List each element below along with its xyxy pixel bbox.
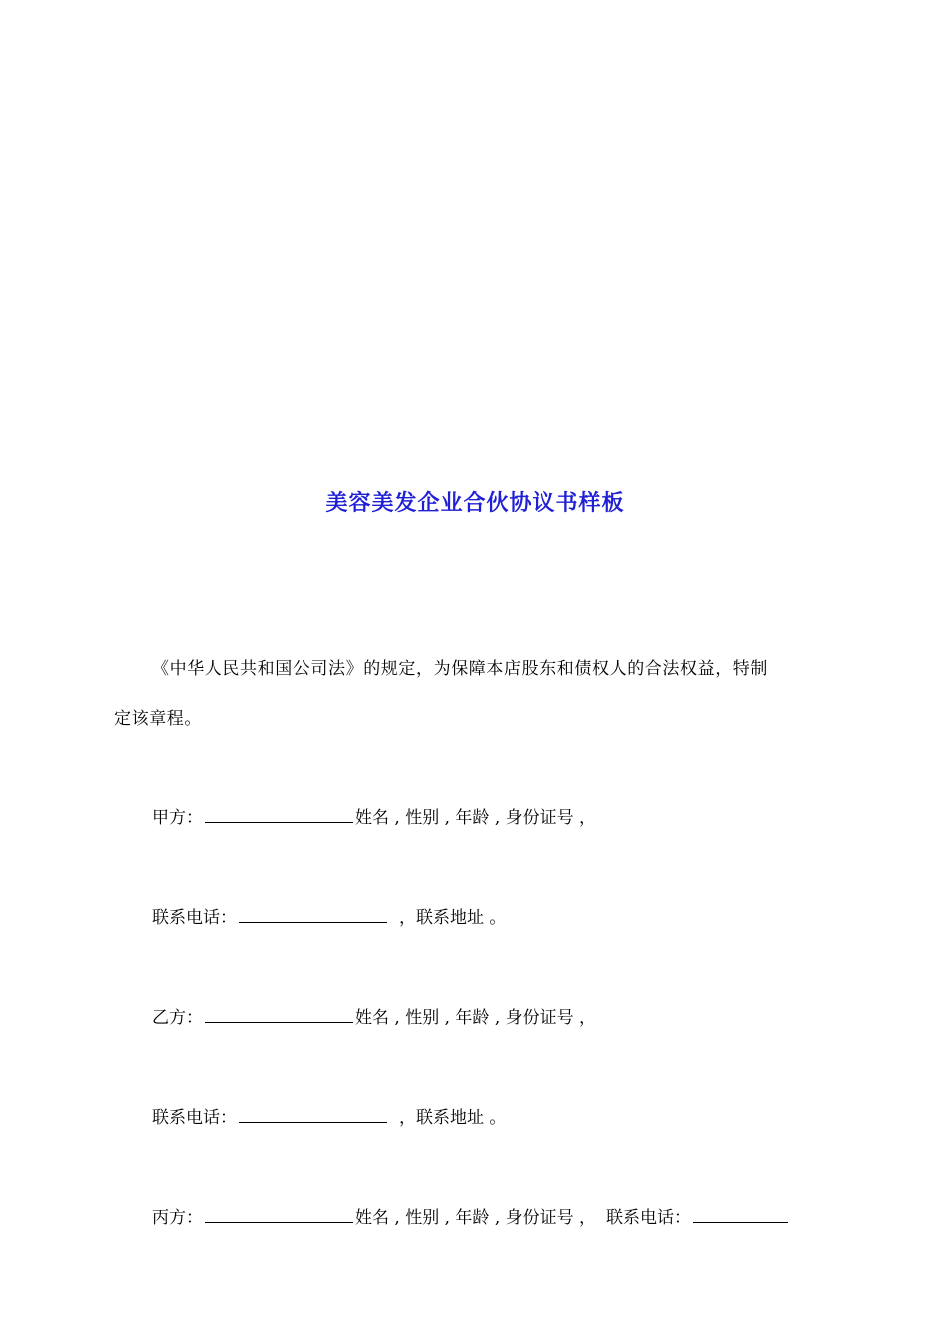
party-a-label: 甲方： [152, 808, 203, 828]
party-c-phone-label: 联系电话： [606, 1208, 692, 1228]
party-b-row [152, 1006, 596, 1030]
party-b-fields: 姓名 , 性别 , 年龄 , 身份证号 ， [355, 1008, 597, 1028]
party-c-row [152, 1206, 790, 1230]
party-b-address-text: ，联系地址 。 [399, 1108, 507, 1128]
intro-line-2: 定该章程。 [114, 709, 202, 729]
party-a-name-blank [205, 808, 353, 823]
party-a-row [152, 806, 596, 830]
party-a-fields: 姓名 , 性别 , 年龄 , 身份证号 ， [355, 808, 597, 828]
party-a-phone-label: 联系电话： [152, 908, 237, 928]
party-c-label: 丙方： [152, 1208, 203, 1228]
party-a-address-text: ，联系地址 。 [399, 908, 507, 928]
party-b-contact-row [152, 1106, 506, 1130]
party-a-phone-blank [239, 908, 387, 923]
party-b-label: 乙方： [152, 1008, 203, 1028]
document-title: 美容美发企业合伙协议书样板 [325, 491, 625, 516]
party-a-contact-row [152, 906, 506, 930]
party-b-phone-label: 联系电话： [152, 1108, 237, 1128]
party-c-phone-blank [693, 1208, 788, 1223]
party-c-name-blank [205, 1208, 353, 1223]
intro-line-1: 《中华人民共和国公司法》的规定，为保障本店股东和债权人的合法权益，特制 [152, 659, 768, 679]
party-b-name-blank [205, 1008, 353, 1023]
party-c-fields: 姓名 , 性别 , 年龄 , 身份证号 ， [355, 1208, 597, 1228]
party-b-phone-blank [239, 1108, 387, 1123]
